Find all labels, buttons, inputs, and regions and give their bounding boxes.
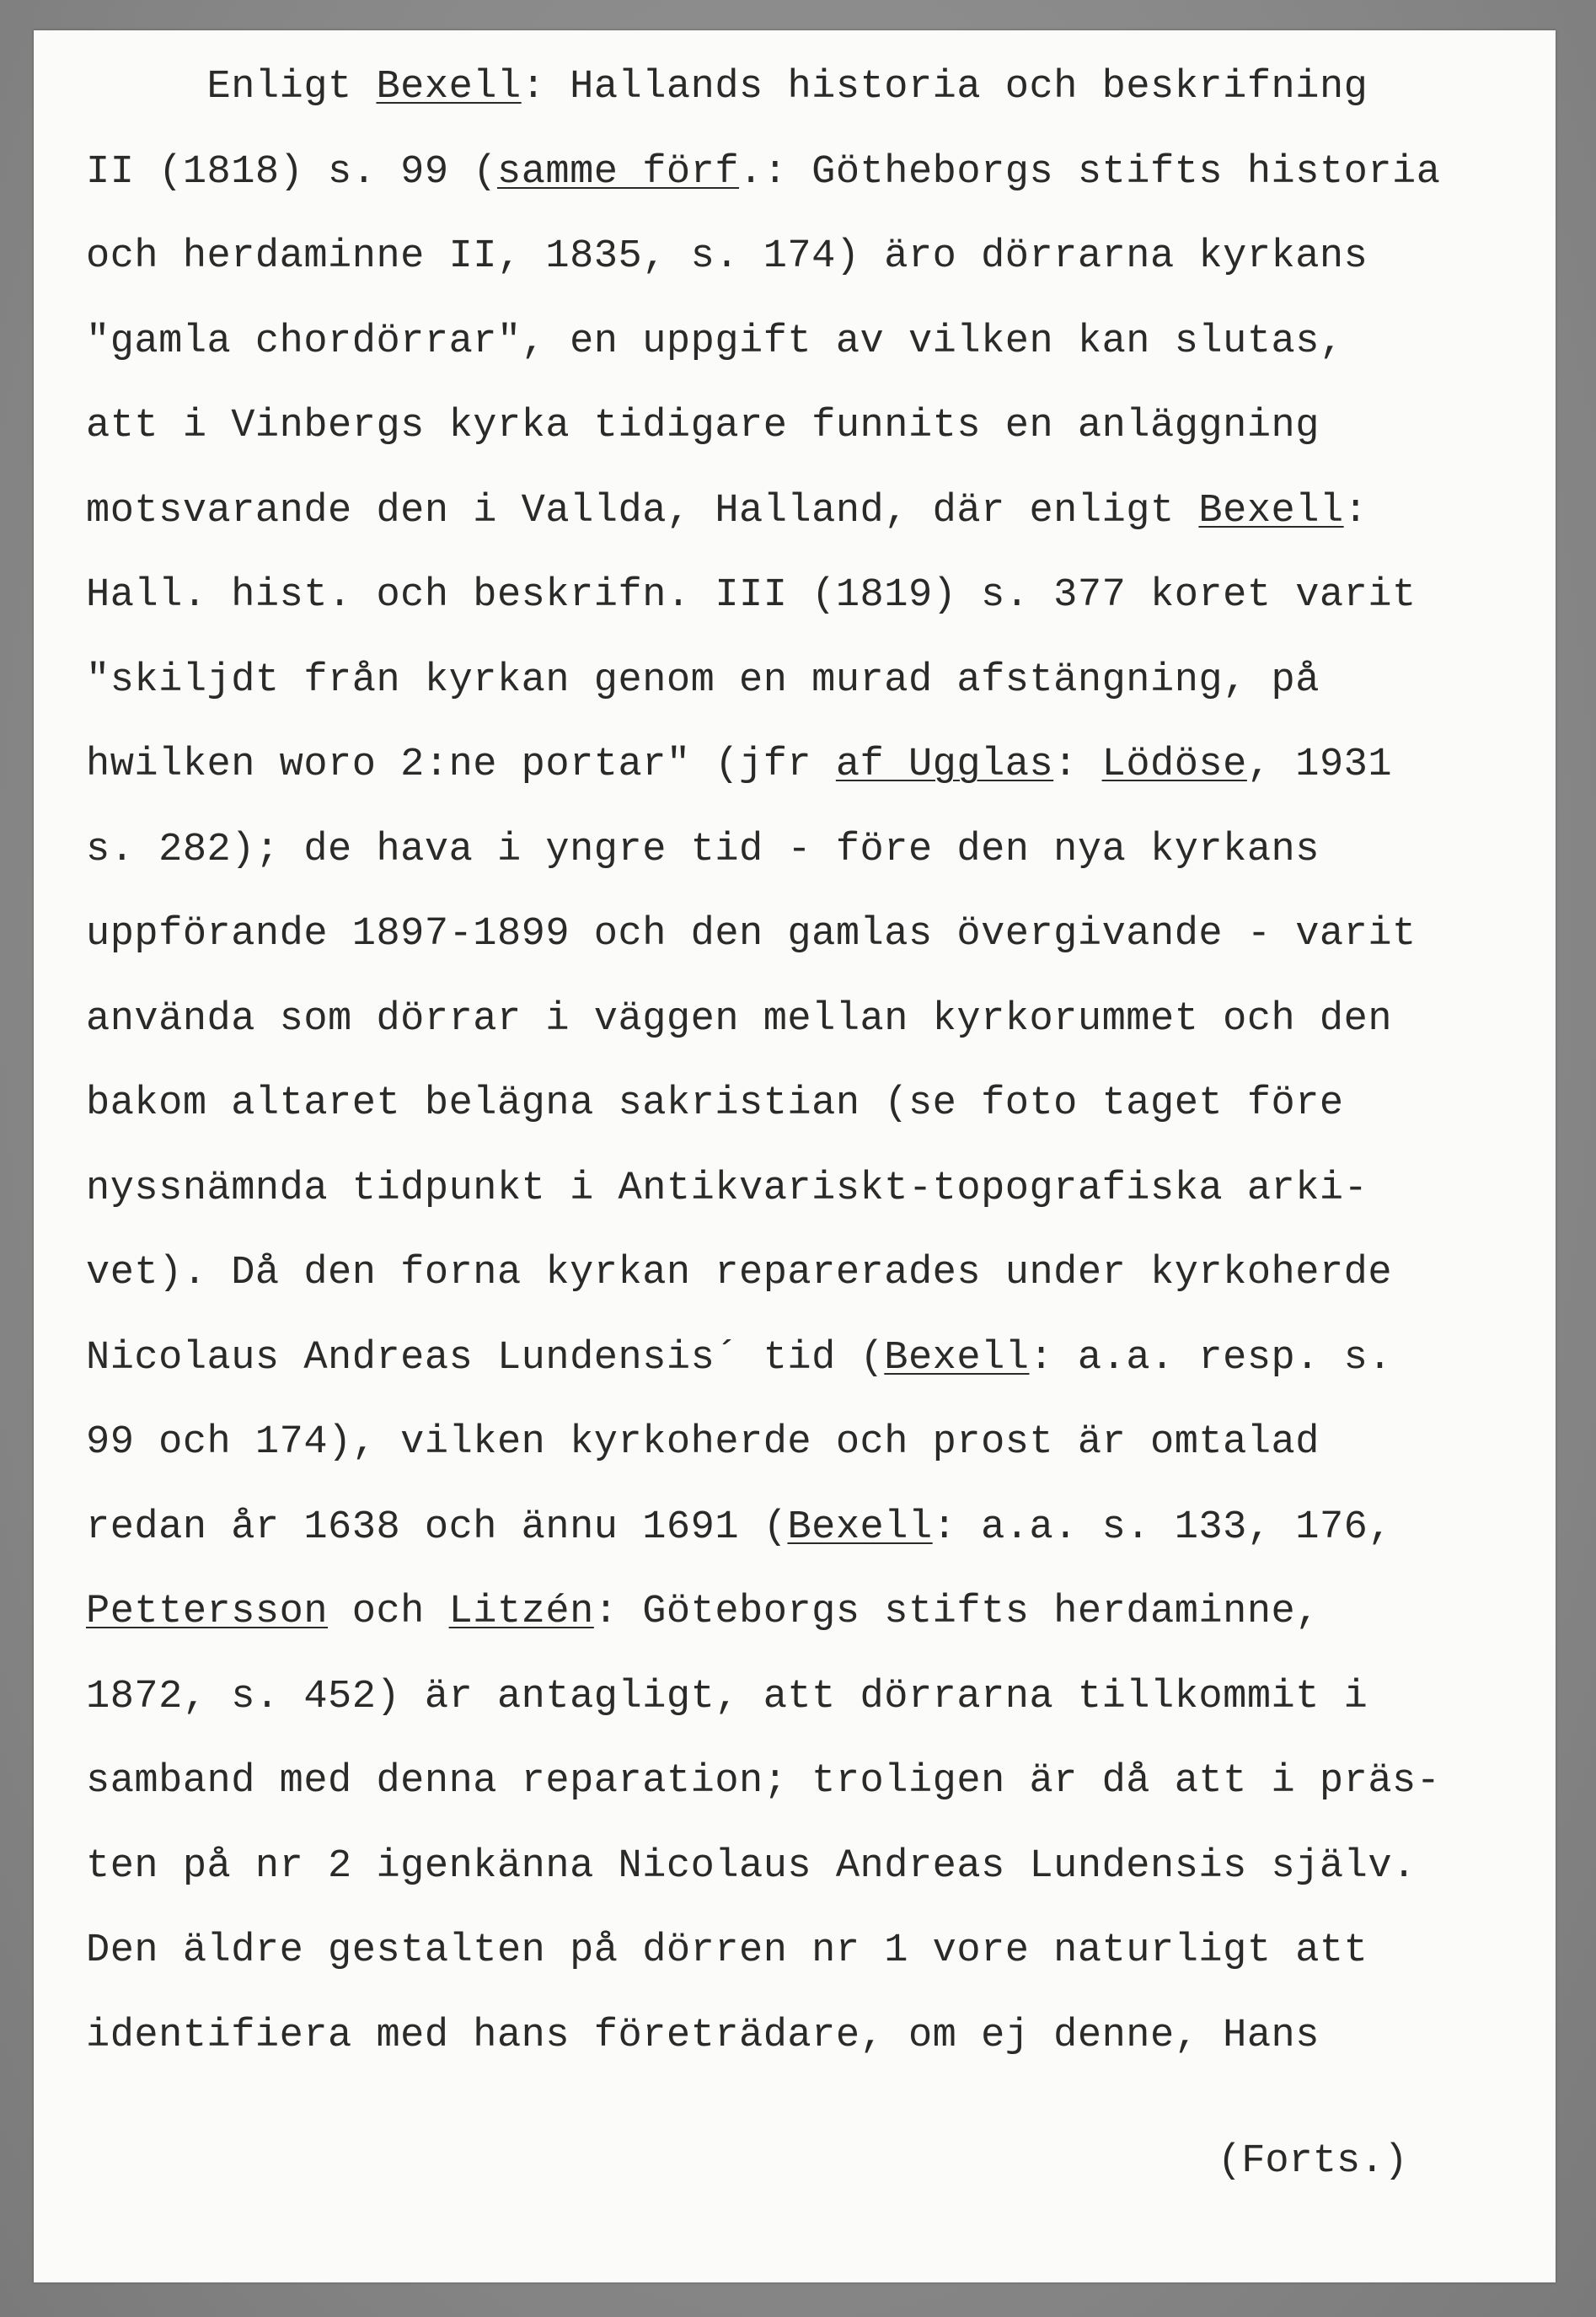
- text-line: [86, 401, 1320, 452]
- text-line: [86, 1842, 1417, 1892]
- line-text: "skiljdt från kyrkan genom en murad afstängning, på: [86, 657, 1320, 703]
- line-text: Enligt: [86, 65, 377, 110]
- text-line: [86, 486, 1368, 537]
- line-text: identifiera med hans företrädare, om ej denne, Hans: [86, 2013, 1320, 2058]
- line-text: : Göteborgs stifts herdaminne,: [593, 1590, 1320, 1634]
- line-text: s. 282); de hava i yngre tid - före den nya kyrkans: [86, 827, 1320, 872]
- underlined-citation: samme förf: [496, 149, 740, 195]
- line-text: , 1931: [1246, 743, 1393, 787]
- line-text: : a.a. s. 133, 176,: [932, 1504, 1393, 1550]
- line-text: motsvarande den i Vallda, Halland, där enligt: [86, 488, 1199, 534]
- line-text: Den äldre gestalten på dörren nr 1 vore naturligt att: [86, 1928, 1368, 1973]
- text-line: [86, 571, 1417, 621]
- text-line: [86, 1757, 1440, 1807]
- line-text: ten på nr 2 igenkänna Nicolaus Andreas Lundensis själv.: [86, 1843, 1417, 1889]
- line-text: hwilken woro 2:ne portar" (jfr: [86, 743, 836, 787]
- text-line: [86, 1672, 1368, 1723]
- underlined-citation: Bexell: [884, 1335, 1030, 1381]
- underlined-citation: Lödöse: [1101, 743, 1247, 787]
- underlined-citation: Bexell: [787, 1504, 933, 1550]
- text-line: [86, 1333, 1392, 1384]
- text-line: [86, 1503, 1392, 1553]
- continued-note: (Forts.): [1218, 2139, 1408, 2184]
- line-text: samband med denna reparation; troligen är då att i präs-: [86, 1759, 1441, 1804]
- line-text: :: [1343, 488, 1368, 534]
- line-text: .: Götheborgs stifts historia: [739, 149, 1441, 195]
- text-line: [86, 1418, 1320, 1468]
- text-line: [86, 62, 1368, 113]
- line-text: använda som dörrar i väggen mellan kyrkorummet och den: [86, 996, 1393, 1042]
- text-line: [86, 1164, 1368, 1215]
- text-line: [86, 317, 1344, 367]
- line-text: uppförande 1897-1899 och den gamlas övergivande - varit: [86, 912, 1417, 957]
- line-text: 1872, s. 452) är antagligt, att dörrarna tillkommit i: [86, 1674, 1368, 1719]
- underlined-citation: Litzén: [448, 1590, 594, 1634]
- text-line: [86, 232, 1368, 282]
- line-text: bakom altaret belägna sakristian (se foto taget före: [86, 1081, 1344, 1126]
- line-text: :: [1053, 743, 1102, 787]
- line-text: vet). Då den forna kyrkan reparerades under kyrkoherde: [86, 1251, 1393, 1295]
- text-line: [86, 147, 1440, 198]
- archive-card: [34, 30, 1556, 2282]
- text-line: [86, 1248, 1392, 1299]
- line-text: nyssnämnda tidpunkt i Antikvariskt-topografiska arki-: [86, 1166, 1368, 1211]
- text-line: [86, 909, 1417, 960]
- line-text: Nicolaus Andreas Lundensis´ tid (: [86, 1335, 885, 1381]
- line-text: och herdaminne II, 1835, s. 174) äro dörrarna kyrkans: [86, 234, 1368, 279]
- text-line: [86, 1587, 1320, 1638]
- underlined-citation: Bexell: [376, 65, 522, 110]
- underlined-citation: Pettersson: [86, 1590, 329, 1634]
- line-text: redan år 1638 och ännu 1691 (: [86, 1504, 788, 1550]
- text-line: [86, 2011, 1320, 2062]
- line-text: att i Vinbergs kyrka tidigare funnits en anläggning: [86, 404, 1320, 448]
- line-text: och: [328, 1590, 449, 1634]
- line-text: 99 och 174), vilken kyrkoherde och prost är omtalad: [86, 1420, 1320, 1465]
- text-line: [86, 995, 1392, 1045]
- underlined-citation: Bexell: [1198, 488, 1344, 534]
- text-line: [86, 656, 1320, 706]
- text-line: [86, 740, 1392, 791]
- line-text: Hall. hist. och beskrifn. III (1819) s. 377 koret varit: [86, 573, 1417, 618]
- text-line: [86, 825, 1320, 876]
- line-text: : a.a. resp. s.: [1029, 1335, 1393, 1381]
- text-line: [86, 1079, 1344, 1129]
- line-text: : Hallands historia och beskrifning: [521, 65, 1368, 110]
- line-text: II (1818) s. 99 (: [86, 149, 497, 195]
- underlined-citation: af Ugglas: [835, 743, 1054, 787]
- text-line: [86, 1926, 1368, 1976]
- line-text: "gamla chordörrar", en uppgift av vilken kan slutas,: [86, 319, 1344, 364]
